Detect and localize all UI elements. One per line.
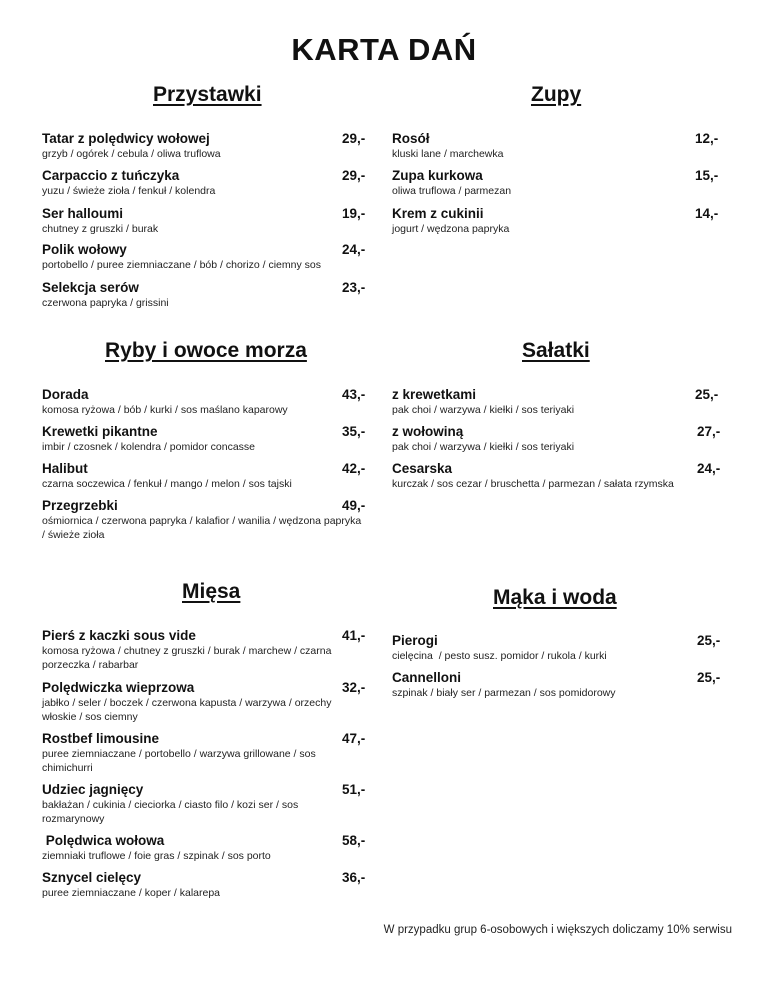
dish-price: 58,- — [342, 833, 366, 848]
dish-price: 42,- — [342, 461, 366, 476]
dish-name: Ser halloumi — [42, 206, 124, 221]
dish-name: Sznycel cielęcy — [42, 870, 142, 885]
dish-description: bakłażan / cukinia / cieciorka / ciasto filo / kozi ser / sos rozmarynowy — [42, 799, 299, 825]
dish-name: Krem z cukinii — [392, 206, 484, 221]
dish-price: 51,- — [342, 782, 366, 797]
dish-name: Tatar z polędwicy wołowej — [42, 131, 210, 146]
dish-price: 43,- — [342, 387, 366, 402]
dish-name: Krewetki pikantne — [42, 424, 158, 439]
dish-price: 25,- — [697, 670, 721, 685]
dish-name: Carpaccio z tuńczyka — [42, 168, 180, 183]
dish-price: 23,- — [342, 280, 366, 295]
dish-name: Pierogi — [392, 633, 438, 648]
dish-description: komosa ryżowa / chutney z gruszki / burak / marchew / czarna porzeczka / rabarbar — [42, 645, 332, 671]
dish-description: chutney z gruszki / burak — [42, 223, 159, 235]
dish-name: Cesarska — [392, 461, 453, 476]
dish-name: Dorada — [42, 387, 89, 402]
dish-description: komosa ryżowa / bób / kurki / sos maślano kaparowy — [42, 404, 288, 416]
dish-description: imbir / czosnek / kolendra / pomidor concasse — [42, 441, 256, 453]
dish-price: 24,- — [342, 242, 366, 257]
dish-description: yuzu / świeże zioła / fenkuł / kolendra — [42, 185, 216, 197]
heading-salatki: Sałatki — [522, 339, 590, 362]
dish-name: Selekcja serów — [42, 280, 139, 295]
dish-description: kurczak / sos cezar / bruschetta / parmezan / sałata rzymska — [392, 478, 674, 490]
dish-price: 29,- — [342, 131, 366, 146]
dish-description: grzyb / ogórek / cebula / oliwa truflowa — [42, 148, 221, 160]
dish-description: ziemniaki truflowe / foie gras / szpinak / sos porto — [42, 850, 271, 862]
dish-price: 12,- — [695, 131, 719, 146]
dish-name: Zupa kurkowa — [392, 168, 483, 183]
service-charge-note: W przypadku grup 6-osobowych i większych doliczamy 10% serwisu — [383, 924, 732, 936]
heading-zupy: Zupy — [531, 83, 582, 106]
page-title: KARTA DAŃ — [291, 32, 477, 67]
dish-description: pak choi / warzywa / kiełki / sos teriyaki — [392, 441, 575, 453]
dish-price: 36,- — [342, 870, 366, 885]
heading-miesa: Mięsa — [182, 580, 241, 603]
dish-name: Polędwiczka wieprzowa — [42, 680, 195, 695]
dish-name: z krewetkami — [392, 387, 477, 402]
dish-price: 41,- — [342, 628, 366, 643]
dish-description: jogurt / wędzona papryka — [392, 223, 510, 235]
dish-price: 15,- — [695, 168, 719, 183]
dish-description: ośmiornica / czerwona papryka / kalafior / wanilia / wędzona papryka / świeże zioła — [42, 515, 362, 541]
dish-name: Rosół — [392, 131, 430, 146]
dish-price: 25,- — [697, 633, 721, 648]
dish-price: 19,- — [342, 206, 366, 221]
dish-price: 35,- — [342, 424, 366, 439]
dish-description: szpinak / biały ser / parmezan / sos pomidorowy — [392, 687, 616, 699]
dish-description: jabłko / seler / boczek / czerwona kapusta / warzywa / orzechy włoskie / sos ciemny — [42, 697, 332, 723]
dish-name: Pierś z kaczki sous vide — [42, 628, 196, 643]
dish-name: Polik wołowy — [42, 242, 127, 257]
dish-name: z wołowiną — [392, 424, 464, 439]
dish-description: oliwa truflowa / parmezan — [392, 185, 512, 197]
dish-name: Udziec jagnięcy — [42, 782, 144, 797]
heading-przystawki: Przystawki — [153, 83, 262, 106]
dish-price: 49,- — [342, 498, 366, 513]
dish-price: 24,- — [697, 461, 721, 476]
heading-maka: Mąka i woda — [493, 586, 617, 609]
dish-description: cielęcina / pesto susz. pomidor / rukola / kurki — [392, 650, 607, 662]
dish-name: Rostbef limousine — [42, 731, 160, 746]
dish-name: Cannelloni — [392, 670, 462, 685]
dish-price: 27,- — [697, 424, 721, 439]
dish-price: 47,- — [342, 731, 366, 746]
dish-name: Halibut — [42, 461, 88, 476]
dish-description: czerwona papryka / grissini — [42, 297, 169, 309]
heading-ryby: Ryby i owoce morza — [105, 339, 307, 362]
dish-price: 25,- — [695, 387, 719, 402]
dish-description: pak choi / warzywa / kiełki / sos teriyaki — [392, 404, 575, 416]
dish-description: puree ziemniaczane / koper / kalarepa — [42, 887, 221, 899]
dish-price: 14,- — [695, 206, 719, 221]
dish-description: portobello / puree ziemniaczane / bób / chorizo / ciemny sos — [42, 259, 321, 271]
dish-description: kluski lane / marchewka — [392, 148, 504, 160]
dish-price: 29,- — [342, 168, 366, 183]
dish-name: Polędwica wołowa — [42, 833, 165, 848]
dish-description: czarna soczewica / fenkuł / mango / melon / sos tajski — [42, 478, 292, 490]
dish-price: 32,- — [342, 680, 366, 695]
dish-description: puree ziemniaczane / portobello / warzywa grillowane / sos chimichurri — [42, 748, 316, 774]
dish-name: Przegrzebki — [42, 498, 118, 513]
